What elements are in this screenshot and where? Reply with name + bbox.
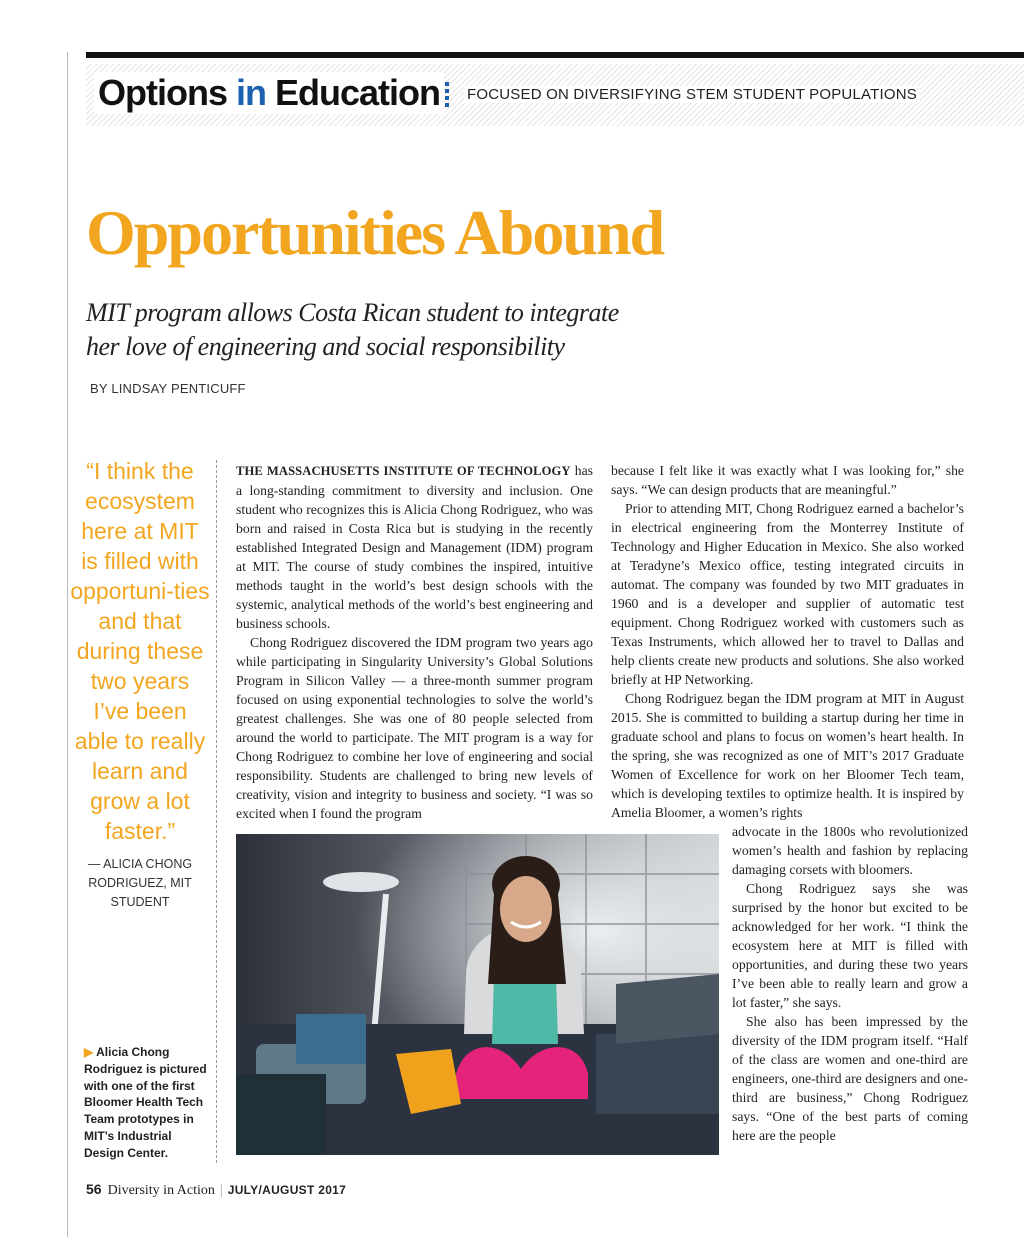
body-paragraph: Prior to attending MIT, Chong Rodriguez earned a bachelor’s in electrical engineering from the Monterrey Institute of Technology and Higher Education in Mexico. She also worked at Teradyne’s Mexico office, testing integrated circuits in automat. The company was founded by two MIT graduates in 1960 and is a developer and supplier of automatic test equipment. Chong Rodriguez worked with customers such as Texas Instruments, which allowed her to travel to Dallas and help clients create new products and solutions. She also worked briefly at HP Networking. bbox=[611, 501, 964, 687]
body-paragraph: Chong Rodriguez says she was surprised by the honor but excited to be acknowledged for her work. “I think the ecosystem here at MIT is filled with opportunities, and during these two years I’ve been able to really learn and grow a lot faster,” she says. bbox=[732, 881, 968, 1010]
body-column-3 bbox=[732, 822, 968, 1145]
header-top-bar bbox=[86, 52, 1024, 58]
body-paragraph: She also has been impressed by the diversity of the IDM program itself. “Half of the class are women and one-third are engineers, one-third are designers and one-third are business,” Chong Rodriguez says. “One of the best parts of coming here are the people bbox=[732, 1014, 968, 1143]
section-title bbox=[94, 72, 444, 114]
section-title-part1: Options bbox=[98, 72, 236, 113]
body-paragraph: Chong Rodriguez began the IDM program at MIT in August 2015. She is committed to building a startup during her time in graduate school and plans to focus on women’s heart health. In the spring, she was recognized as one of MIT’s 2017 Graduate Women of Excellence for work on her Bloomer Tech team, which is developing textiles to optimize health. It is inspired by Amelia Bloomer, a women’s rights bbox=[611, 691, 964, 820]
page-number: 56 bbox=[86, 1181, 102, 1197]
issue-date: JULY/AUGUST 2017 bbox=[227, 1183, 347, 1197]
body-column-1 bbox=[236, 461, 593, 823]
caption-text: Alicia Chong Rodriguez is pictured with one of the first Bloomer Health Tech Team prototypes in MIT’s Industrial Design Center. bbox=[84, 1045, 207, 1160]
publication-name: Diversity in Action bbox=[107, 1183, 215, 1198]
body-paragraph: advocate in the 1800s who revolutionized women’s health and fashion by replacing damaging corsets with bloomers. bbox=[732, 824, 968, 877]
section-title-in: in bbox=[236, 72, 266, 113]
left-margin-rule bbox=[67, 52, 68, 1237]
body-paragraph bbox=[236, 461, 593, 633]
section-tagline: FOCUSED ON DIVERSIFYING STEM STUDENT POPULATIONS bbox=[464, 86, 920, 103]
footer-separator: | bbox=[219, 1183, 223, 1198]
deck-line-2: her love of engineering and social responsibility bbox=[86, 332, 565, 361]
section-divider-dots bbox=[445, 82, 449, 108]
body-paragraph: because I felt like it was exactly what I was looking for,” she says. “We can design products that are meaningful.” bbox=[611, 463, 964, 497]
article-photo bbox=[236, 834, 719, 1155]
body-text: has a long-standing commitment to diversity and inclusion. One student who recognizes this is Alicia Chong Rodriguez, who was born and raised in Costa Rica but is studying in the recently established Integrated Design and Management (IDM) program at MIT. The course of study combines the inspired, intuitive methods taught in the world’s best design schools with the systemic, analytical methods of the world’s best engineering and business schools. bbox=[236, 463, 594, 631]
article-byline: BY LINDSAY PENTICUFF bbox=[90, 381, 246, 396]
article-deck bbox=[86, 296, 726, 364]
deck-line-1: MIT program allows Costa Rican student to integrate bbox=[86, 298, 619, 327]
body-paragraph: Chong Rodriguez discovered the IDM program two years ago while participating in Singularity University’s Global Solutions Program in Silicon Valley — a three-month summer program focused on using exponential technologies to solve the world’s greatest challenges. She was one of 80 people selected from around the world to participate. The MIT program is a way for Chong Rodriguez to combine her love of engineering and social responsibility. Students are challenged to bring new levels of creativity, vision and integrity to business and society. “I was so excited when I found the program bbox=[236, 635, 593, 821]
body-column-2 bbox=[611, 461, 964, 822]
column-divider bbox=[216, 460, 217, 1163]
section-title-part2: Education bbox=[266, 72, 441, 113]
article-headline: Opportunities Abound bbox=[86, 197, 664, 268]
page-footer bbox=[86, 1181, 346, 1199]
pull-quote-attribution: — ALICIA CHONG RODRIGUEZ, MIT STUDENT bbox=[87, 857, 193, 909]
pull-quote: “I think the ecosystem here at MIT is filled with opportuni-ties and that during these two years I’ve been able to really learn and grow a lot faster.” bbox=[70, 458, 210, 844]
photo-caption bbox=[84, 1044, 214, 1162]
caption-arrow-icon: ▶ bbox=[84, 1045, 94, 1059]
body-lead-in: THE MASSACHUSETTS INSTITUTE OF TECHNOLOGY bbox=[236, 464, 571, 478]
